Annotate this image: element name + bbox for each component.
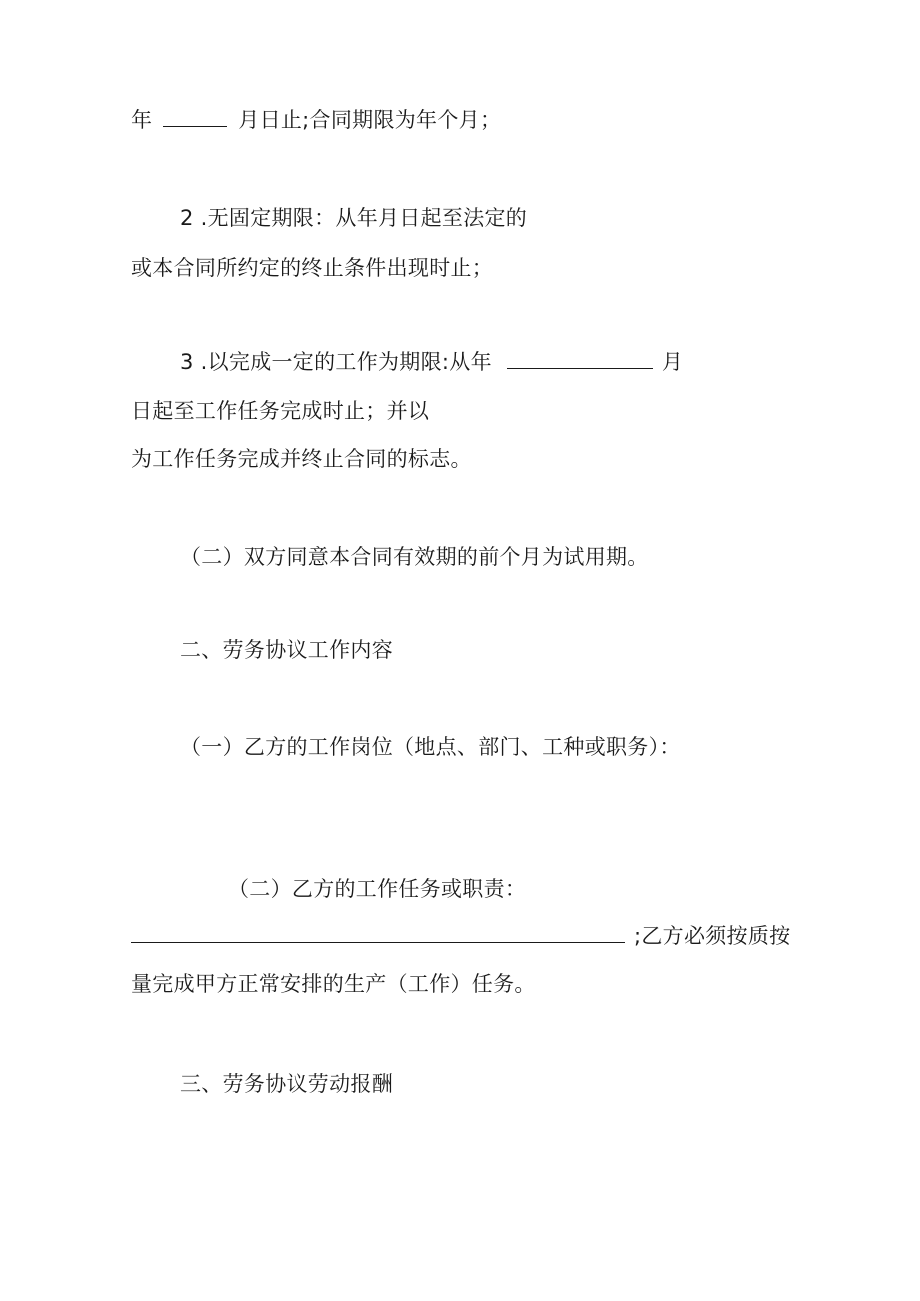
job-duties-clause: （二）乙方的工作任务或职责： [228,877,527,901]
duties-text: ;乙方必须按质按 [633,924,791,948]
year-blank [163,108,227,127]
section-3-heading: 三、劳务协议劳动报酬 [180,1072,393,1096]
year-text: 年 [131,108,153,132]
clause-3-line [180,348,683,376]
section-2-heading: 二、劳务协议工作内容 [180,638,393,662]
clause-2-line: 2 .无固定期限：从年月日起至法定的 [180,206,528,230]
month-text: 月 [661,350,684,374]
clause-2-continuation: 或本合同所约定的终止条件出现时止； [131,256,494,280]
probation-clause: （二）双方同意本合同有效期的前个月为试用期。 [180,545,649,569]
clause-3-blank [507,350,653,369]
duties-blank [131,924,625,943]
term-text: 月日止;合同期限为年个月； [238,108,502,132]
term-end-line [131,106,501,134]
clause-3-continuation-1: 日起至工作任务完成时止；并以 [131,399,430,423]
job-position-clause: （一）乙方的工作岗位（地点、部门、工种或职务）： [180,735,681,759]
duties-continuation: 量完成甲方正常安排的生产（工作）任务。 [131,972,536,996]
clause-3-continuation-2: 为工作任务完成并终止合同的标志。 [131,447,472,471]
clause-3-text: 3 .以完成一定的工作为期限:从年 [180,350,492,374]
duties-blank-line [131,922,790,950]
